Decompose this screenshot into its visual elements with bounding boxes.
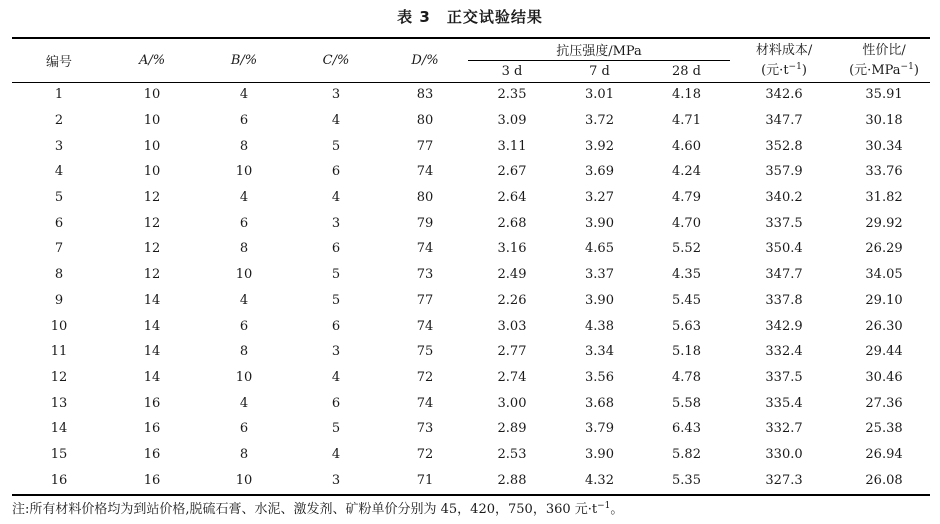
table-cell: 74	[416, 241, 434, 257]
table-cell: 4	[239, 87, 249, 103]
table-cell: 33.76	[865, 164, 903, 180]
table-row	[12, 262, 930, 288]
table-cell: 2.67	[497, 164, 527, 180]
header-id: 编号	[45, 55, 72, 70]
header-3d: 3 d	[501, 63, 523, 79]
table-cell: 330.0	[765, 446, 803, 462]
table-cell: 6.43	[672, 421, 701, 437]
table-cell: 347.7	[765, 267, 803, 283]
table-cell: 4.35	[672, 267, 701, 283]
header-a: A/%	[138, 53, 166, 68]
table-cell: 6	[54, 215, 64, 231]
table-cell: 4.71	[672, 113, 701, 129]
header-ratio-line1: 性价比/	[862, 42, 906, 58]
table-row	[12, 467, 930, 493]
table-cell: 10	[143, 164, 161, 180]
table-cell: 14	[143, 344, 161, 360]
table-cell: 26.30	[865, 318, 903, 334]
table-cell: 8	[239, 138, 249, 154]
table-cell: 77	[416, 138, 434, 154]
table-cell: 71	[416, 472, 434, 488]
table-cell: 16	[50, 472, 68, 488]
table-cell: 4	[239, 292, 249, 308]
table-cell: 4.78	[672, 369, 701, 385]
table-cell: 16	[143, 395, 161, 411]
table-cell: 2	[54, 113, 64, 129]
header-ratio	[838, 39, 930, 82]
table-cell: 14	[143, 292, 161, 308]
table-cell: 3	[331, 87, 341, 103]
table-cell: 3.01	[585, 87, 614, 103]
table-cell: 75	[416, 344, 434, 360]
results-table	[12, 39, 930, 493]
table-cell: 26.94	[865, 446, 903, 462]
table-cell: 332.7	[765, 421, 803, 437]
table-cell: 12	[50, 369, 68, 385]
table-cell: 6	[331, 318, 341, 334]
table-cell: 73	[416, 421, 434, 437]
header-ratio-line2: (元·MPa$^{-1}$)	[849, 61, 919, 78]
table-cell: 30.18	[865, 113, 903, 129]
table-cell: 5.45	[672, 292, 701, 308]
table-cell: 2.77	[497, 344, 527, 360]
table-cell: 74	[416, 318, 434, 334]
table-cell: 35.91	[865, 87, 903, 103]
table-cell: 6	[331, 241, 341, 257]
table-cell: 8	[54, 267, 64, 283]
table-cell: 10	[235, 369, 253, 385]
table-cell: 4	[239, 190, 249, 206]
table-row	[12, 390, 930, 416]
table-cell: 12	[143, 190, 161, 206]
table-cell: 10	[235, 267, 253, 283]
header-cost-line1: 材料成本/	[755, 42, 813, 58]
table-cell: 4.60	[672, 138, 701, 154]
header-7d: 7 d	[589, 63, 610, 79]
table-cell: 77	[416, 292, 434, 308]
table-cell: 8	[239, 446, 249, 462]
table-cell: 350.4	[765, 241, 803, 257]
table-cell: 3.16	[497, 241, 527, 257]
table-cell: 6	[331, 164, 341, 180]
table-cell: 3.72	[585, 113, 614, 129]
table-cell: 4	[239, 395, 249, 411]
table-note: 注:所有材料价格均为到站价格,脱硫石膏、水泥、激发剂、矿粉单价分别为 45，420，750，360 元$\cdot t^{-1}$。	[12, 501, 624, 517]
table-cell: 10	[235, 164, 253, 180]
table-cell: 30.46	[865, 369, 903, 385]
table-cell: 327.3	[765, 472, 803, 488]
table-row	[12, 159, 930, 185]
table-cell: 337.5	[765, 215, 803, 231]
table-cell: 3.11	[497, 138, 527, 154]
table-cell: 4	[54, 164, 64, 180]
table-cell: 3.90	[585, 446, 614, 462]
table-cell: 6	[239, 113, 249, 129]
table-cell: 342.6	[765, 87, 803, 103]
table-cell: 12	[143, 215, 161, 231]
table-cell: 80	[416, 190, 434, 206]
table-cell: 15	[50, 446, 68, 462]
table-cell: 6	[331, 395, 341, 411]
table-title: 表 3 正交试验结果	[397, 8, 543, 26]
table-cell: 5	[331, 138, 341, 154]
table-cell: 30.34	[865, 138, 903, 154]
table-cell: 8	[239, 344, 249, 360]
table-cell: 3.56	[585, 369, 614, 385]
table-cell: 11	[50, 344, 68, 360]
table-cell: 4	[331, 446, 341, 462]
header-d: D/%	[411, 53, 439, 68]
table-cell: 5.63	[672, 318, 701, 334]
table-cell: 347.7	[765, 113, 803, 129]
table-row	[12, 108, 930, 134]
table-cell: 2.68	[497, 215, 527, 231]
table-cell: 335.4	[765, 395, 803, 411]
table-cell: 3.00	[497, 395, 527, 411]
table-body	[12, 82, 930, 493]
table-cell: 31.82	[865, 190, 903, 206]
table-cell: 6	[239, 421, 249, 437]
table-cell: 3.09	[497, 113, 527, 129]
table-cell: 12	[143, 241, 161, 257]
table-cell: 12	[143, 267, 161, 283]
table-cell: 25.38	[865, 421, 903, 437]
table-cell: 352.8	[765, 138, 803, 154]
table-cell: 4	[331, 369, 341, 385]
table-cell: 4	[331, 190, 341, 206]
table-cell: 10	[143, 138, 161, 154]
table-cell: 5.82	[672, 446, 701, 462]
table-cell: 10	[50, 318, 68, 334]
header-b: B/%	[230, 53, 258, 68]
table-row	[12, 442, 930, 468]
table-cell: 337.5	[765, 369, 803, 385]
table-cell: 332.4	[765, 344, 803, 360]
table-cell: 26.29	[865, 241, 903, 257]
table-cell: 3.03	[497, 318, 527, 334]
table-cell: 5.18	[672, 344, 701, 360]
table-cell: 73	[416, 267, 434, 283]
table-cell: 3.34	[585, 344, 614, 360]
table-cell: 13	[50, 395, 68, 411]
table-cell: 342.9	[765, 318, 803, 334]
table-cell: 3	[331, 472, 341, 488]
table-cell: 4.32	[585, 472, 614, 488]
table-cell: 29.92	[865, 215, 903, 231]
table-cell: 3.68	[585, 395, 614, 411]
table-cell: 340.2	[765, 190, 803, 206]
table-cell: 14	[143, 369, 161, 385]
table-cell: 6	[239, 318, 249, 334]
table-cell: 337.8	[765, 292, 803, 308]
table-cell: 3.90	[585, 215, 614, 231]
header-cost-line2: (元$\cdot t^{-1}$)	[761, 61, 807, 78]
table-cell: 16	[143, 421, 161, 437]
header-cost	[730, 39, 838, 82]
table-cell: 4.65	[585, 241, 614, 257]
table-cell: 6	[239, 215, 249, 231]
table-cell: 4.24	[672, 164, 701, 180]
table-row	[12, 365, 930, 391]
header-strength-group: 抗压强度/MPa	[556, 44, 642, 59]
table-cell: 3.90	[585, 292, 614, 308]
table-cell: 4.38	[585, 318, 614, 334]
table-cell: 3.69	[585, 164, 614, 180]
table-cell: 2.64	[497, 190, 527, 206]
table-cell: 3	[331, 344, 341, 360]
table-cell: 3	[54, 138, 64, 154]
table-cell: 5	[331, 421, 341, 437]
table-cell: 7	[54, 241, 64, 257]
table-cell: 14	[143, 318, 161, 334]
table-cell: 3.92	[585, 138, 614, 154]
table-cell: 5	[331, 292, 341, 308]
table-cell: 5	[331, 267, 341, 283]
table-cell: 72	[416, 369, 434, 385]
table-cell: 26.08	[865, 472, 903, 488]
table-cell: 4	[331, 113, 341, 129]
bottom-rule	[12, 494, 930, 496]
table-cell: 74	[416, 164, 434, 180]
table-cell: 79	[416, 215, 434, 231]
table-cell: 3.37	[585, 267, 614, 283]
table-cell: 2.35	[497, 87, 527, 103]
table-cell: 5	[54, 190, 64, 206]
table-row	[12, 313, 930, 339]
table-cell: 80	[416, 113, 434, 129]
table-cell: 5.52	[672, 241, 701, 257]
table-row	[12, 288, 930, 314]
table-cell: 27.36	[865, 395, 903, 411]
table-row	[12, 416, 930, 442]
table-cell: 14	[50, 421, 68, 437]
table-row	[12, 185, 930, 211]
table-cell: 2.53	[497, 446, 527, 462]
table-cell: 29.10	[865, 292, 903, 308]
table-cell: 4.18	[672, 87, 701, 103]
table-cell: 10	[235, 472, 253, 488]
table-row	[12, 133, 930, 159]
table-cell: 4.79	[672, 190, 701, 206]
table-cell: 3	[331, 215, 341, 231]
table-row	[12, 236, 930, 262]
table-cell: 2.74	[497, 369, 527, 385]
table-cell: 74	[416, 395, 434, 411]
table-cell: 9	[54, 292, 64, 308]
table-cell: 2.26	[497, 292, 527, 308]
table-cell: 83	[416, 87, 434, 103]
table-cell: 10	[143, 113, 161, 129]
table-row	[12, 339, 930, 365]
table-row	[12, 82, 930, 108]
header-28d: 28 d	[672, 63, 701, 79]
table-cell: 16	[143, 472, 161, 488]
table-cell: 3.27	[585, 190, 614, 206]
table-cell: 4.70	[672, 215, 701, 231]
table-cell: 5.35	[672, 472, 701, 488]
table-cell: 5.58	[672, 395, 701, 411]
table-cell: 2.49	[497, 267, 527, 283]
table-cell: 72	[416, 446, 434, 462]
table-cell: 357.9	[765, 164, 803, 180]
table-cell: 2.88	[497, 472, 527, 488]
header-c: C/%	[322, 53, 350, 68]
table-cell: 2.89	[497, 421, 527, 437]
table-row	[12, 210, 930, 236]
table-cell: 16	[143, 446, 161, 462]
table-cell: 29.44	[865, 344, 903, 360]
table-cell: 3.79	[585, 421, 614, 437]
table-cell: 1	[54, 87, 64, 103]
table-cell: 34.05	[865, 267, 903, 283]
table-cell: 10	[143, 87, 161, 103]
table-cell: 8	[239, 241, 249, 257]
